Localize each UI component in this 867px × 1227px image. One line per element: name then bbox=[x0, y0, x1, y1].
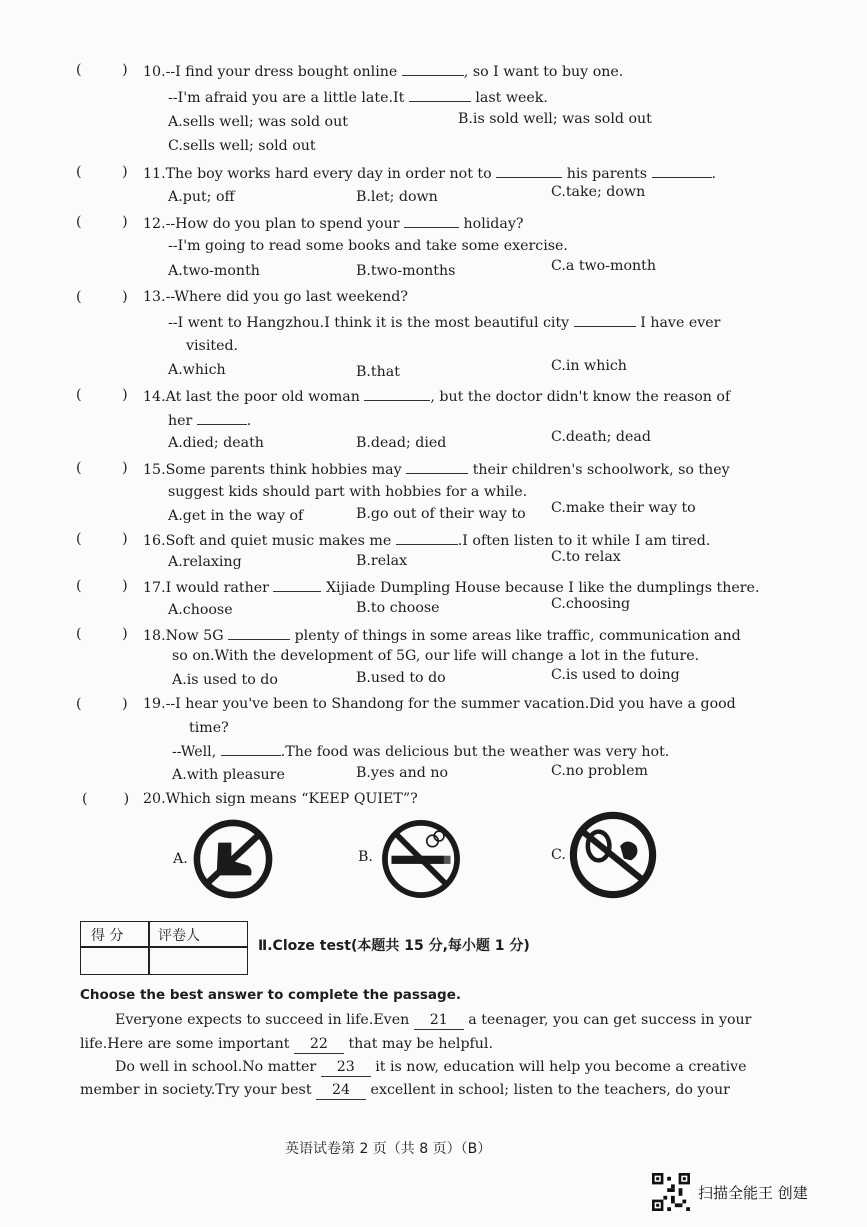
option-a[interactable]: A. bbox=[173, 851, 188, 867]
answer-paren[interactable]: ( ) bbox=[82, 791, 130, 807]
option-b[interactable]: B.dead; died bbox=[356, 435, 447, 451]
answer-paren[interactable]: ( ) bbox=[76, 164, 128, 180]
option-c[interactable]: C.take; down bbox=[551, 184, 646, 200]
answer-blank bbox=[496, 163, 562, 178]
question-13: 13.--Where did you go last weekend? bbox=[143, 289, 408, 305]
no-talking-sign-icon[interactable] bbox=[568, 810, 658, 900]
option-b[interactable]: B.let; down bbox=[356, 189, 438, 205]
cloze-blank-23[interactable]: 23 bbox=[321, 1058, 371, 1077]
passage-line: member in society.Try your best 24 excellent in school; listen to the teachers, do your bbox=[80, 1082, 730, 1098]
option-a[interactable]: A.relaxing bbox=[168, 554, 242, 570]
option-c[interactable]: C.choosing bbox=[551, 596, 631, 612]
passage-line: Do well in school.No matter 23 it is now, education will help you become a creative bbox=[115, 1059, 747, 1075]
option-a[interactable]: A.get in the way of bbox=[168, 508, 304, 524]
question-14: 14.At last the poor old woman , but the doctor didn't know the reason of bbox=[143, 386, 730, 406]
question-20: 20.Which sign means “KEEP QUIET”? bbox=[143, 791, 418, 807]
question-12: 12.--How do you plan to spend your holiday? bbox=[143, 213, 523, 233]
option-a[interactable]: A.is used to do bbox=[172, 672, 278, 688]
answer-blank bbox=[402, 61, 464, 76]
option-a[interactable]: A.choose bbox=[168, 602, 233, 618]
question-19: 19.--I hear you've been to Shandong for the summer vacation.Did you have a good bbox=[143, 696, 736, 712]
answer-blank bbox=[406, 459, 468, 474]
answer-paren[interactable]: ( ) bbox=[76, 62, 128, 78]
no-smoking-sign-icon[interactable] bbox=[380, 818, 462, 900]
no-shoe-sign-icon[interactable] bbox=[192, 818, 274, 900]
cloze-blank-21[interactable]: 21 bbox=[414, 1011, 464, 1030]
instruction: Choose the best answer to complete the passage. bbox=[80, 987, 461, 1003]
option-b[interactable]: B.relax bbox=[356, 553, 408, 569]
answer-paren[interactable]: ( ) bbox=[76, 531, 128, 547]
question-10: 10.--I find your dress bought online , so I want to buy one. bbox=[143, 61, 623, 81]
question-11: 11.The boy works hard every day in order not to his parents . bbox=[143, 163, 716, 183]
answer-blank bbox=[364, 386, 430, 401]
answer-paren[interactable]: ( ) bbox=[76, 460, 128, 476]
option-c[interactable]: C.death; dead bbox=[551, 429, 651, 445]
section-title: Ⅱ.Cloze test(本题共 15 分,每小题 1 分) bbox=[258, 938, 530, 954]
option-b[interactable]: B.yes and no bbox=[356, 765, 449, 781]
option-c[interactable]: C.in which bbox=[551, 358, 627, 374]
cloze-blank-24[interactable]: 24 bbox=[316, 1081, 366, 1100]
answer-paren[interactable]: ( ) bbox=[76, 578, 128, 594]
scanner-stamp: 扫描全能王 创建 bbox=[698, 1184, 808, 1202]
answer-blank bbox=[228, 625, 290, 640]
qr-code-icon bbox=[652, 1173, 690, 1211]
question-16: 16.Soft and quiet music makes me .I often listen to it while I am tired. bbox=[143, 530, 710, 550]
option-b[interactable]: B.is sold well; was sold out bbox=[458, 111, 652, 127]
passage-line: life.Here are some important 22 that may be helpful. bbox=[80, 1036, 493, 1052]
option-a[interactable]: A.which bbox=[168, 362, 226, 378]
answer-paren[interactable]: ( ) bbox=[76, 214, 128, 230]
answer-blank bbox=[574, 312, 636, 327]
option-b[interactable]: B.go out of their way to bbox=[356, 506, 526, 522]
option-a[interactable]: A.with pleasure bbox=[172, 767, 285, 783]
option-c[interactable]: C.make their way to bbox=[551, 500, 696, 516]
answer-blank bbox=[404, 213, 459, 228]
option-c[interactable]: C.a two-month bbox=[551, 258, 656, 274]
option-a[interactable]: A.died; death bbox=[168, 435, 264, 451]
answer-paren[interactable]: ( ) bbox=[76, 696, 128, 712]
score-table bbox=[80, 921, 248, 975]
answer-blank bbox=[396, 530, 458, 545]
answer-blank bbox=[652, 163, 712, 178]
cloze-blank-22[interactable]: 22 bbox=[294, 1035, 344, 1054]
option-c[interactable]: C.to relax bbox=[551, 549, 621, 565]
answer-paren[interactable]: ( ) bbox=[76, 387, 128, 403]
question-15: 15.Some parents think hobbies may their children's schoolwork, so they bbox=[143, 459, 730, 479]
answer-blank bbox=[197, 410, 247, 425]
option-c[interactable]: C.is used to doing bbox=[551, 667, 680, 683]
answer-blank bbox=[273, 577, 321, 592]
answer-paren[interactable]: ( ) bbox=[76, 626, 128, 642]
option-a[interactable]: A.put; off bbox=[168, 189, 235, 205]
option-b[interactable]: B.two-months bbox=[356, 263, 456, 279]
option-b[interactable]: B.used to do bbox=[356, 670, 446, 686]
question-18: 18.Now 5G plenty of things in some areas like traffic, communication and bbox=[143, 625, 741, 645]
option-c[interactable]: C.no problem bbox=[551, 763, 648, 779]
answer-blank bbox=[409, 87, 471, 102]
option-a[interactable]: A.two-month bbox=[168, 263, 260, 279]
answer-paren[interactable]: ( ) bbox=[76, 289, 128, 305]
question-number: 10 bbox=[143, 64, 162, 80]
option-b[interactable]: B.that bbox=[356, 364, 400, 380]
option-c[interactable]: C.sells well; sold out bbox=[168, 138, 316, 154]
page-footer: 英语试卷第 2 页（共 8 页）（B） bbox=[285, 1141, 492, 1157]
question-17: 17.I would rather Xijiade Dumpling House because I like the dumplings there. bbox=[143, 577, 759, 597]
grader-label: 评卷人 bbox=[158, 928, 200, 944]
option-c[interactable]: C. bbox=[551, 847, 566, 863]
answer-blank bbox=[221, 741, 281, 756]
passage-line: Everyone expects to succeed in life.Even 21 a teenager, you can get success in your bbox=[115, 1012, 752, 1028]
option-b[interactable]: B. bbox=[358, 849, 373, 865]
option-b[interactable]: B.to choose bbox=[356, 600, 440, 616]
option-a[interactable]: A.sells well; was sold out bbox=[168, 114, 348, 130]
exam-page: ( ) 10.--I find your dress bought online , so I want to buy one. --I'm afraid you are a little late.It last week. A.sells well; was sold out B.is sold well; was sold out C.sells well; sold out ( ) 11.The boy works hard every day in order not to his parents . A.put; off B.let; down C.take; down ( ) 12.--How do you plan to spend your holiday? --I'm going to read some books and take some exercise. A.two-month B.two-months C.a two-month ( ) 13.--Where did you go last weekend? --I went to Hangzhou.I think it is the most beautiful city I have ever visited. A.which B.that C.in which ( ) 14.At last the poor old woman , but the doctor didn't know the reason of her . A.died; death B.dead; died C.death; dead ( ) 15.Some parents think hobbies may their children's schoolwork, so they suggest kids should part with hobbies for a while. A.get in the way of B.go out of their way to C.make their way to ( ) 16.Soft and quiet music makes me .I often listen to it while I am tired. A.relaxing B.relax C.to relax ( ) 17.I would rather Xijiade Dumpling House because I like the dumplings there. A.choose B.to choose C.choosing ( ) 18.Now 5G plenty of things in some areas like traffic, communication and so on.With the development of 5G, our life will change a lot in the future. A.is used to do B.used to do C.is used to doing ( ) 19.--I hear you've been to Shandong for the summer vacation.Did you have a good time? --Well, .The food was delicious but the weather was very hot. A.with pleasure B.yes and no C.no problem ( ) 20.Which sign means “KEEP QUIET”? A. B. C. 得 分 评卷人 Ⅱ.Cloze test(本题共 15 分,每小题 1 分) Choose the best answer to complete the passage. Everyone expects to succeed in life.Even 21 a teenager, you can get success in your life.Here are some important 22 that may be helpful. Do well in school.No matter 23 it is now, education will help you become a creative member in society.Try your best 24 excellent in school; listen to the teachers, do your 英语试卷第 2 页（共 8 页）（B） 扫描全能王 创建 bbox=[0, 0, 867, 1227]
score-label: 得 分 bbox=[91, 928, 124, 944]
